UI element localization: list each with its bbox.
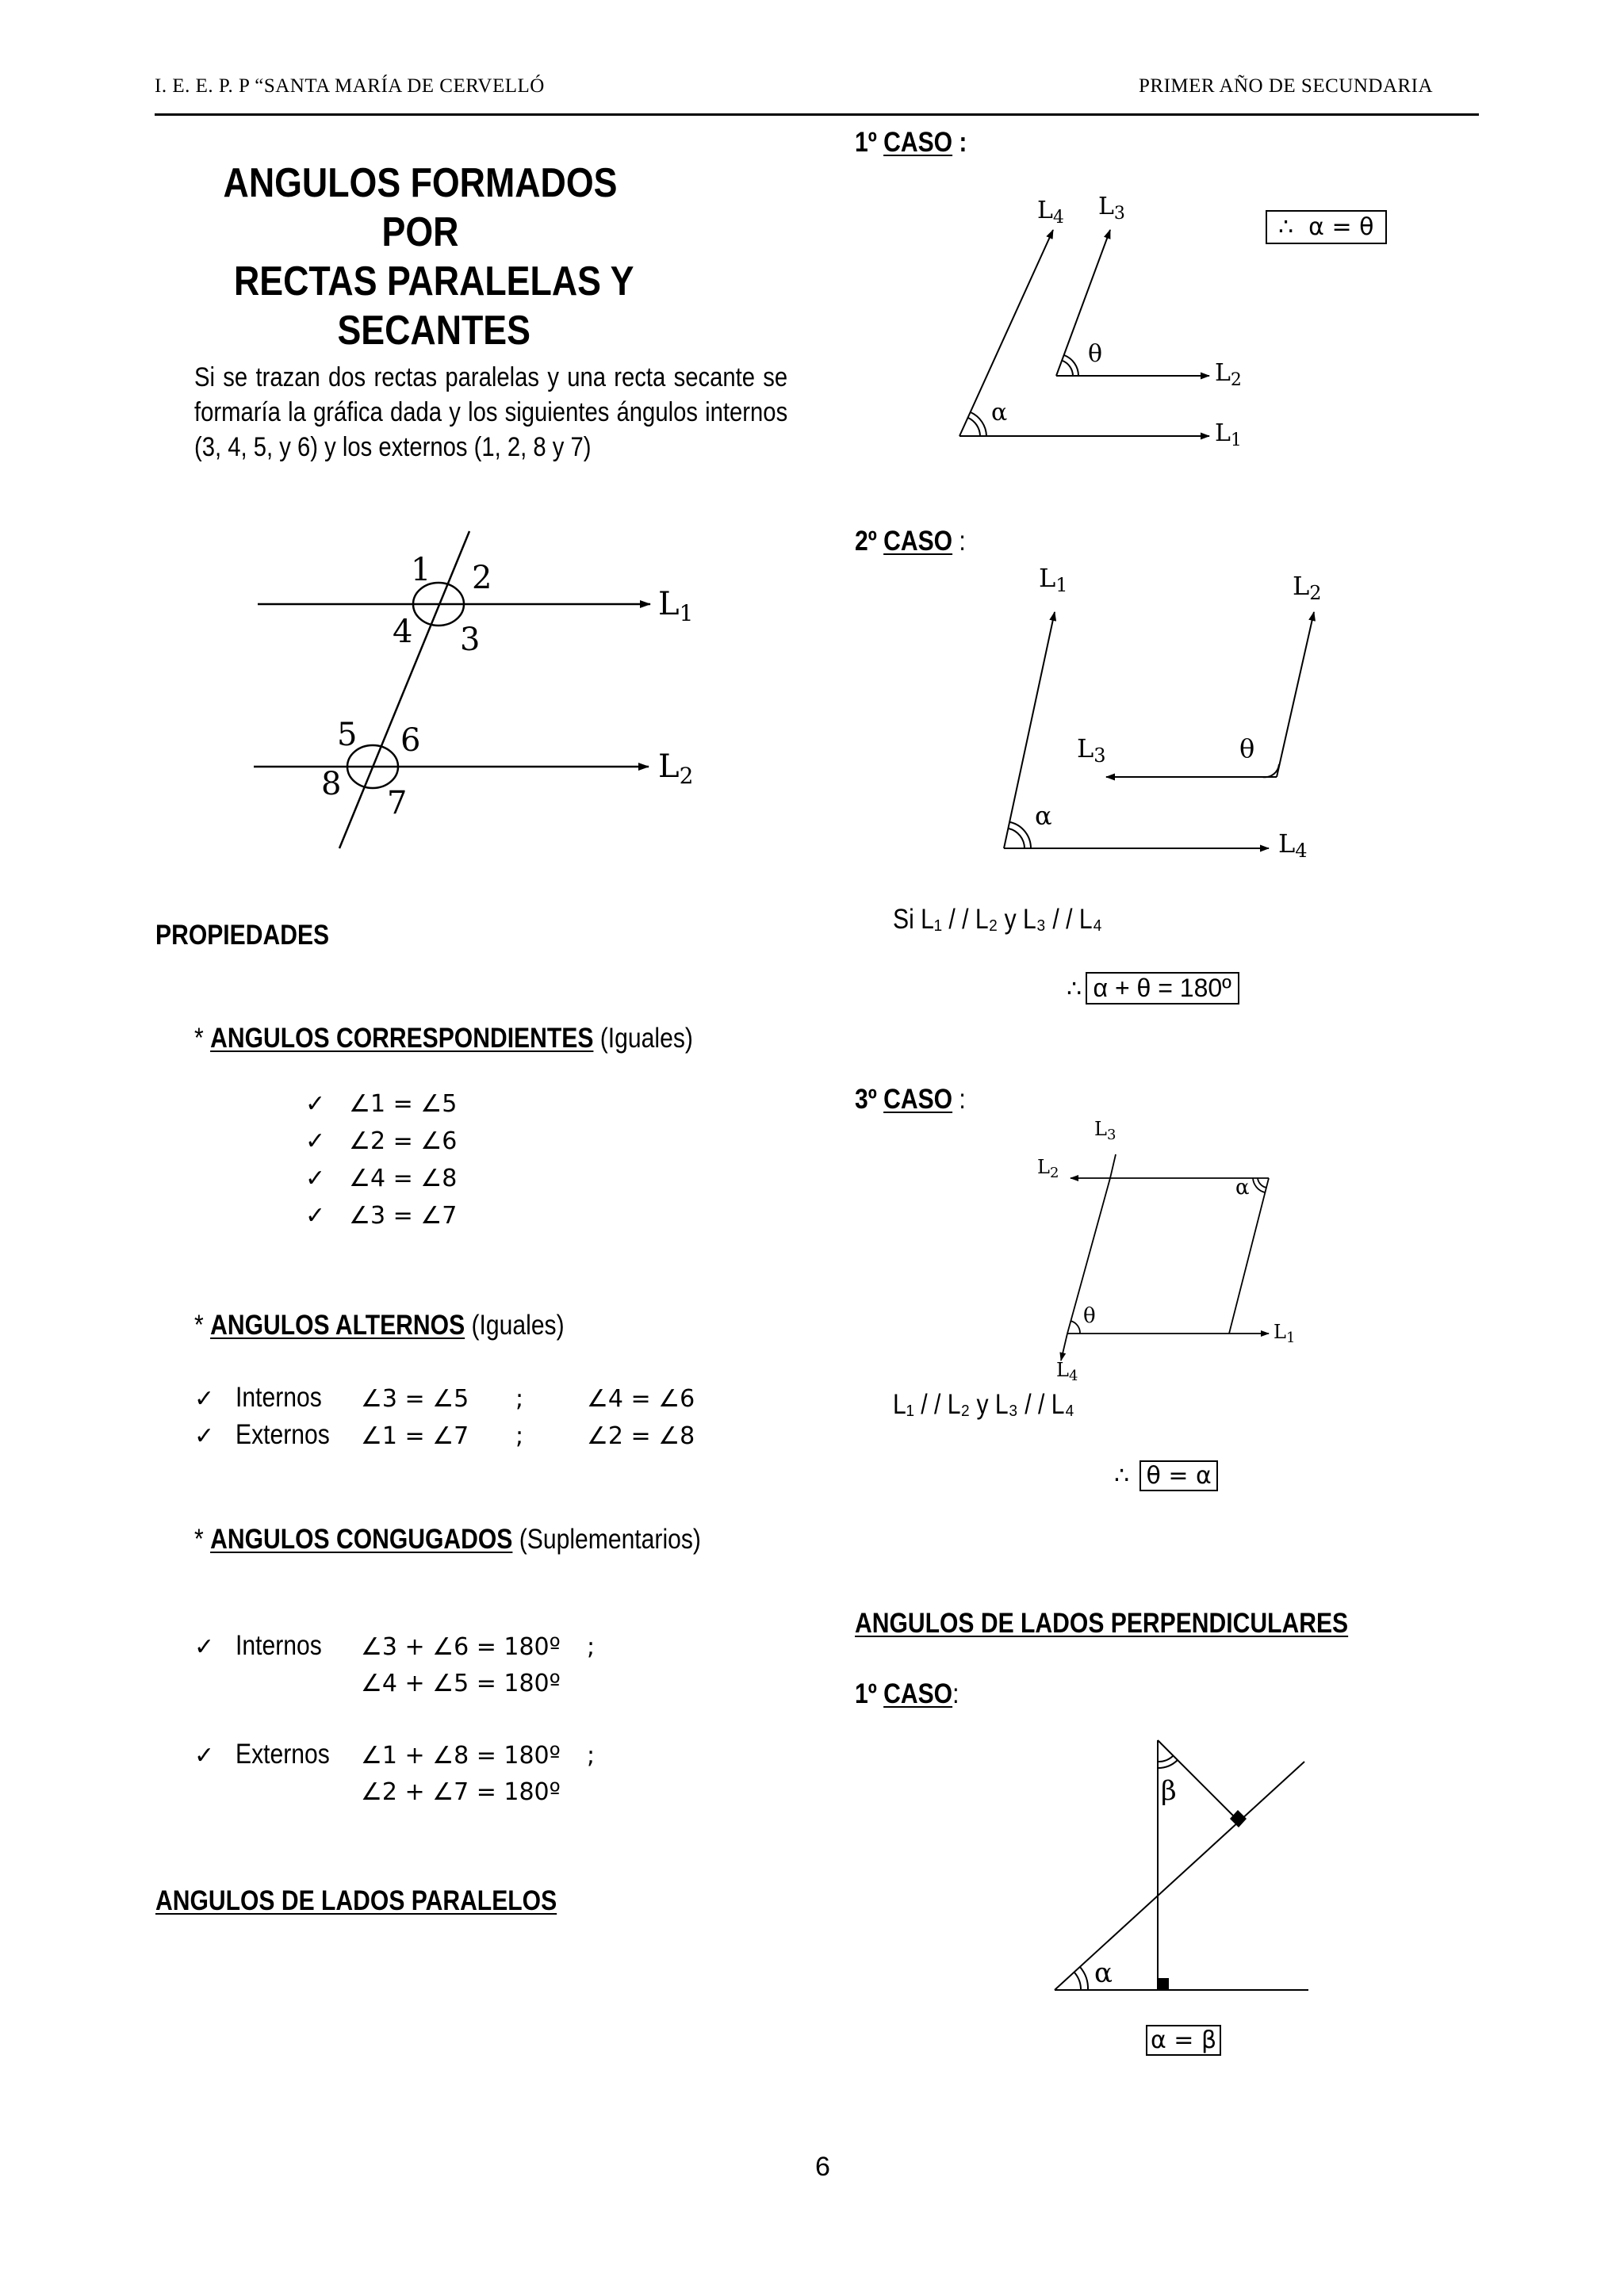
check-icon: ✓ [194,1422,215,1450]
alternos-heading: * ANGULOS ALTERNOS (Iguales) [194,1310,565,1341]
caso2-theta: θ [1239,733,1255,763]
conjugados-externos [194,1739,749,1816]
angle-label-6: 6 [400,722,421,759]
angle-label-4: 4 [393,614,413,650]
caso2-alpha: α [1035,801,1052,831]
caso1-theta: θ [1088,340,1103,368]
label-l2: $L_2$ [658,748,694,789]
page-title [202,159,638,355]
check-icon: ✓ [194,1633,215,1661]
properties-heading: PROPIEDADES [155,920,330,951]
caso3-heading: 3º CASO : [855,1084,966,1115]
page-number: 6 [815,2152,830,2182]
caso1-label-l4: $L_4$ [1037,197,1064,228]
check-icon: ✓ [305,1202,326,1230]
list-item: ✓ Externos ∠1 = ∠7 ; ∠2 = ∠8 [194,1419,695,1450]
caso1-label-l3: $L_3$ [1098,193,1125,224]
perp-beta: β [1161,1775,1177,1807]
perp-alpha: α [1094,1957,1113,1989]
label-l1: $L_1$ [658,586,694,626]
angle-label-8: 8 [321,766,342,802]
caso1-figure [936,182,1253,468]
lados-paralelos-heading: ANGULOS DE LADOS PARALELOS [155,1885,557,1916]
caso2-figure [991,555,1348,872]
check-icon: ✓ [305,1127,326,1155]
list-item: ✓ ∠2 = ∠6 [305,1127,458,1155]
correspondientes-list [305,1090,457,1239]
caso2-label-l4: L4 [1278,828,1308,862]
intro-paragraph: Si se trazan dos rectas paralelas y una recta secante se formaría la gráfica dada y los siguientes ángulos internos (3, 4, 5, y 6) y los externos (1, 2, 8 y 7) [194,362,788,462]
caso2-label-l1: L1 [1039,563,1068,596]
perpendiculares-heading: ANGULOS DE LADOS PERPENDICULARES [855,1608,1349,1639]
caso3-alpha: α [1235,1176,1250,1200]
caso3-condition: L₁ / / L₂ y L₃ / / L₄ [893,1389,1074,1420]
caso1-heading: 1º CASO : [855,127,967,158]
title-line-1: ANGULOS FORMADOS POR [223,160,618,255]
list-item: ✓ ∠4 = ∠8 [305,1165,458,1192]
header-school: I. E. E. P. P “SANTA MARÍA DE CERVELLÓ [155,75,545,97]
conjugados-heading: * ANGULOS CONGUGADOS (Suplementarios) [194,1524,701,1555]
list-item: ✓ Internos ∠3 + ∠6 = 180º ; ∠4 + ∠5 = 180º [194,1630,596,1697]
angle-label-5: 5 [337,717,358,753]
caso3-result: ∴ θ = α [1114,1462,1218,1490]
caso2-condition: Si L₁ / / L₂ y L₃ / / L₄ [893,904,1102,935]
caso3-label-l2: $L_2$ [1037,1156,1059,1181]
conjugados-internos [194,1630,749,1708]
alternos-rows [194,1382,749,1460]
caso2-heading: 2º CASO : [855,526,966,557]
caso3-label-l1: $L_1$ [1274,1321,1296,1346]
caso1-alpha: α [991,399,1008,427]
parallel-lines-figure [238,523,730,864]
perp-result-box: α = β [1146,2025,1221,2056]
caso3-label-l3: $L_3$ [1094,1118,1116,1143]
header-grade: PRIMER AÑO DE SECUNDARIA [1139,75,1434,97]
list-item: ✓ Internos ∠3 = ∠5 ; ∠4 = ∠6 [194,1382,695,1413]
check-icon: ✓ [194,1742,215,1770]
caso1-label-l1: $L_1$ [1215,419,1242,450]
title-line-3: SECANTES [337,308,530,354]
list-item: ✓ ∠1 = ∠5 [305,1090,458,1118]
list-item: ✓ ∠3 = ∠7 [305,1202,458,1230]
header-rule [155,113,1479,116]
caso2-label-l3: L3 [1077,733,1106,767]
angle-label-1: 1 [411,552,431,588]
angle-label-2: 2 [472,560,492,596]
check-icon: ✓ [305,1165,326,1192]
perpendicular-figure [1031,1728,1324,2006]
caso3-label-l4: $L_4$ [1056,1359,1078,1384]
caso3-theta: θ [1083,1304,1096,1328]
list-item: ✓ Externos ∠1 + ∠8 = 180º ; ∠2 + ∠7 = 180º [194,1739,596,1806]
perp-caso1-heading: 1º CASO: [855,1678,959,1709]
title-line-2: RECTAS PARALELAS Y [234,258,634,304]
caso2-result: ∴ α + θ = 180º [1067,972,1239,1004]
angle-label-3: 3 [460,622,481,658]
angle-label-7: 7 [387,785,408,821]
check-icon: ✓ [194,1385,215,1413]
caso1-label-l2: $L_2$ [1215,359,1242,390]
caso2-label-l2: L2 [1293,571,1322,604]
correspondientes-heading: * ANGULOS CORRESPONDIENTES (Iguales) [194,1023,693,1054]
caso1-result-box: ∴ α = θ [1266,210,1387,244]
check-icon: ✓ [305,1090,326,1118]
caso3-figure [1031,1110,1316,1395]
